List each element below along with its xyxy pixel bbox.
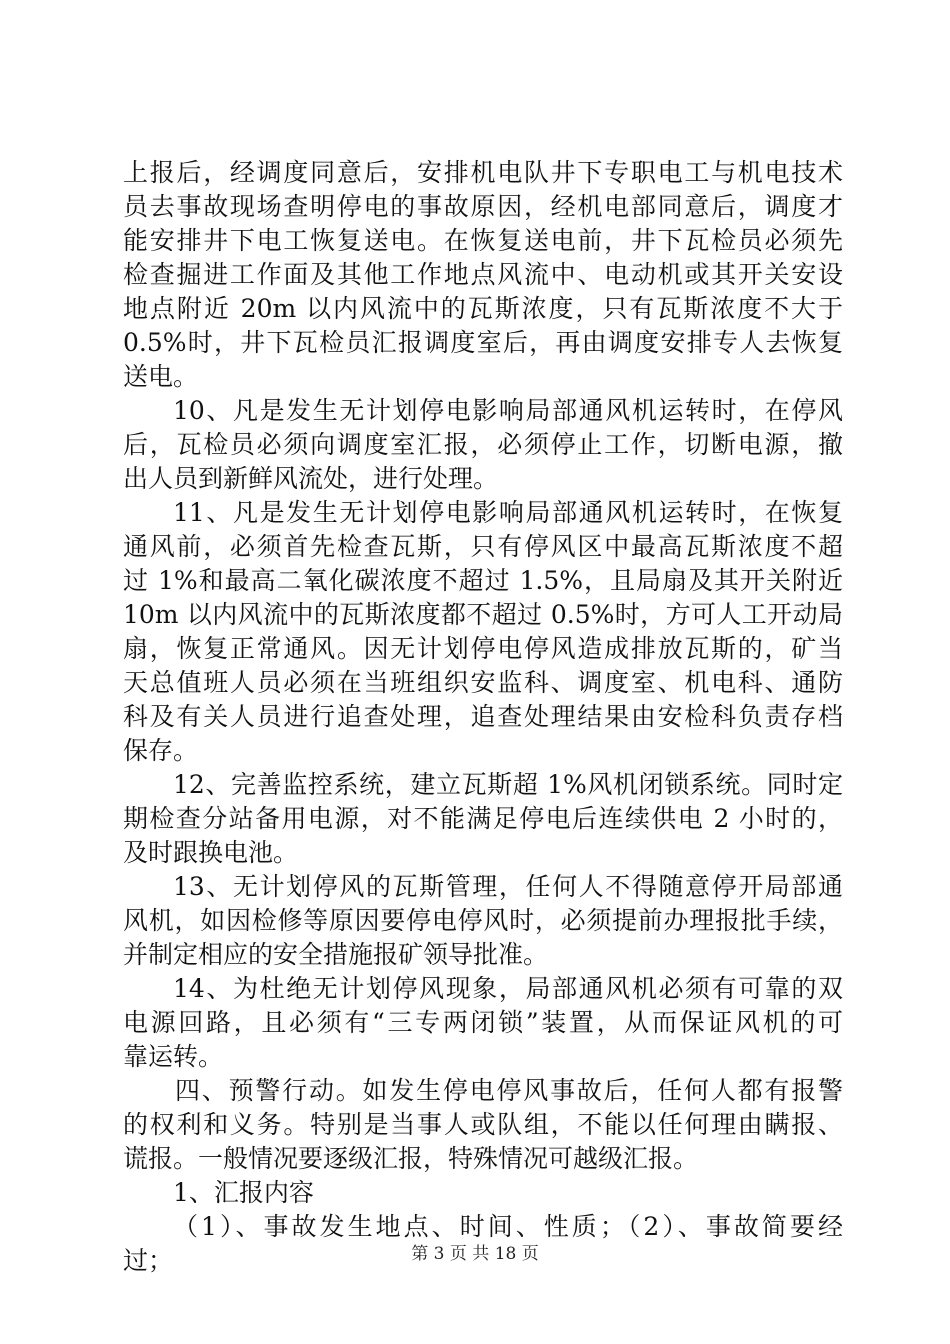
text-line: 10、凡是发生无计划停电影响局部通风机运转时，在停风: [173, 396, 843, 425]
text-line: 能安排井下电工恢复送电。在恢复送电前，井下瓦检员必须先: [123, 226, 843, 255]
text-line: 0.5%时，井下瓦检员汇报调度室后，再由调度安排专人去恢复: [123, 328, 843, 357]
text-line: 地点附近 20m 以内风流中的瓦斯浓度，只有瓦斯浓度不大于: [123, 294, 843, 323]
text-line: 谎报。一般情况要逐级汇报，特殊情况可越级汇报。: [123, 1144, 699, 1173]
text-line: 后，瓦检员必须向调度室汇报，必须停止工作，切断电源，撤: [123, 430, 843, 459]
text-line: 过 1%和最高二氧化碳浓度不超过 1.5%，且局扇及其开关附近: [123, 566, 843, 595]
text-line: 1、汇报内容: [173, 1178, 314, 1207]
text-line: 检查掘进工作面及其他工作地点风流中、电动机或其开关安设: [123, 260, 843, 289]
text-line: 出人员到新鲜风流处，进行处理。: [123, 464, 499, 493]
text-line: 科及有关人员进行追查处理，追查处理结果由安检科负责存档: [123, 702, 843, 731]
text-line: 13、无计划停风的瓦斯管理，任何人不得随意停开局部通: [173, 872, 843, 901]
text-line: 员去事故现场查明停电的事故原因，经机电部同意后，调度才: [123, 192, 843, 221]
text-line: 扇，恢复正常通风。因无计划停电停风造成排放瓦斯的，矿当: [123, 634, 843, 663]
text-line: 电源回路，且必须有“三专两闭锁”装置，从而保证风机的可: [123, 1008, 843, 1037]
text-line: 并制定相应的安全措施报矿领导批准。: [123, 940, 549, 969]
text-line: 期检查分站备用电源，对不能满足停电后连续供电 2 小时的，: [123, 804, 843, 833]
text-line: 10m 以内风流中的瓦斯浓度都不超过 0.5%时，方可人工开动局: [123, 600, 843, 629]
text-line: 四、预警行动。如发生停电停风事故后，任何人都有报警: [175, 1076, 843, 1105]
text-line: 过；: [123, 1246, 174, 1275]
page-footer: 第 3 页 共 18 页: [411, 1244, 539, 1264]
body-text: [123, 156, 843, 1278]
text-line: 通风前，必须首先检查瓦斯，只有停风区中最高瓦斯浓度不超: [123, 532, 843, 561]
text-line: 11、凡是发生无计划停电影响局部通风机运转时，在恢复: [173, 498, 843, 527]
text-line: 风机，如因检修等原因要停电停风时，必须提前办理报批手续，: [123, 906, 843, 935]
text-line: 上报后，经调度同意后，安排机电队井下专职电工与机电技术: [123, 158, 843, 187]
text-line: 及时跟换电池。: [123, 838, 299, 867]
text-line: 12、完善监控系统，建立瓦斯超 1%风机闭锁系统。同时定: [173, 770, 843, 799]
text-line: 的权利和义务。特别是当事人或队组，不能以任何理由瞒报、: [123, 1110, 843, 1139]
text-line: 14、为杜绝无计划停风现象，局部通风机必须有可靠的双: [173, 974, 843, 1003]
text-line: 送电。: [123, 362, 199, 391]
text-line: 保存。: [123, 736, 199, 765]
text-line: 靠运转。: [123, 1042, 224, 1071]
text-line: （1）、事故发生地点、时间、性质；（2）、事故简要经: [173, 1212, 843, 1241]
text-line: 天总值班人员必须在当班组织安监科、调度室、机电科、通防: [123, 668, 843, 697]
